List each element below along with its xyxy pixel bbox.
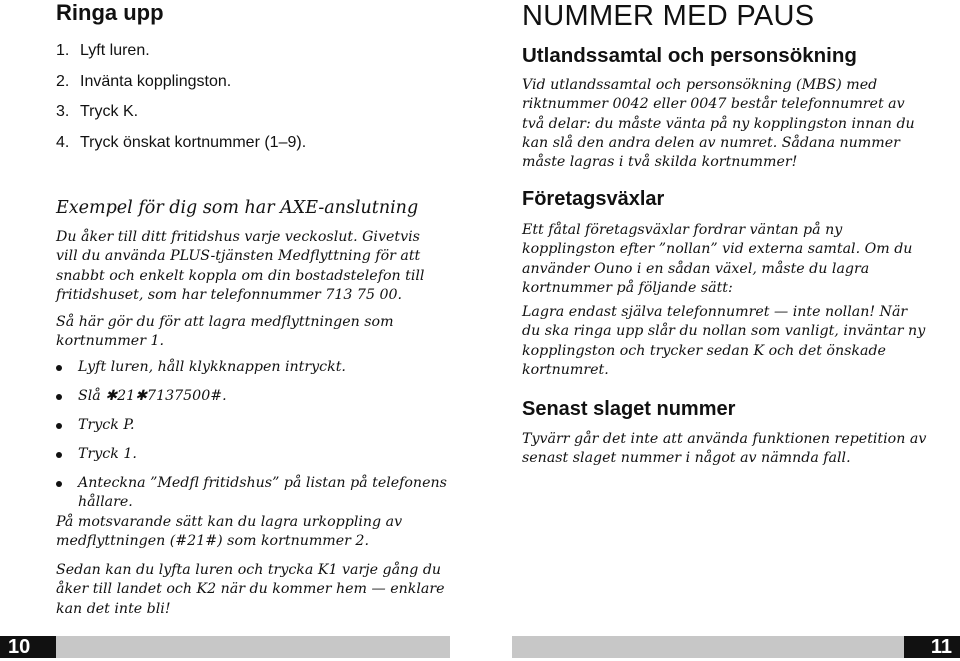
list-item (56, 474, 456, 513)
subheading-last-number: Senast slaget nummer (522, 398, 736, 420)
bullet-icon (56, 394, 62, 400)
list-item (56, 128, 306, 159)
bullet-text: Tryck P. (78, 416, 135, 433)
footer-bar-left (0, 636, 450, 658)
step-number: 1. (56, 42, 70, 59)
bullet-icon (56, 481, 62, 487)
step-number: 3. (56, 103, 70, 120)
bullet-text: Slå ✱21✱7137500#. (78, 387, 227, 404)
bullet-text: Anteckna ”Medfl fritidshus” på listan på telefonens hållare. (78, 474, 447, 510)
page-number-right: 11 (904, 636, 960, 658)
list-item (56, 358, 456, 377)
example-heading: Exempel för dig som har AXE-anslutning (56, 198, 419, 218)
list-item (56, 97, 306, 128)
subheading-pbx: Företagsväxlar (522, 188, 665, 210)
step-text: Tryck K. (80, 103, 139, 120)
pbx-paragraph-1: Ett fåtal företagsväxlar fordrar väntan på ny kopplingston efter ”nollan” vid externa samtal. Om du använder Ouno i en sådan växel, måste du lagra kortnummer på följande sätt: (522, 222, 913, 296)
list-item (56, 445, 456, 464)
bullet-text: Tryck 1. (78, 445, 137, 462)
step-text: Tryck önskat kortnummer (1–9). (80, 133, 307, 151)
list-item (56, 387, 456, 406)
subheading-international: Utlandssamtal och personsökning (522, 44, 857, 67)
section-heading-ringa-upp: Ringa upp (56, 0, 164, 25)
section-heading-nummer-med-paus: NUMMER MED PAUS (522, 0, 815, 32)
list-item (56, 67, 306, 98)
bullet-list (56, 358, 456, 522)
howto-paragraph: Så här gör du för att lagra medflyttningen som kortnummer 1. (56, 314, 394, 350)
usage-paragraph: Sedan kan du lyfta luren och trycka K1 varje gång du åker till landet och K2 när du kommer hem — enklare kan det inte bli! (56, 562, 445, 617)
bullet-icon (56, 452, 62, 458)
intro-paragraph: Du åker till ditt fritidshus varje veckoslut. Givetvis vill du använda PLUS-tjänsten Medflyttning för att snabbt och enkelt koppla om din bostadstelefon till fritidshuset, som har telefonnummer 713 75 00. (56, 229, 425, 303)
page-number-left: 10 (0, 636, 56, 658)
step-number: 2. (56, 72, 70, 90)
list-item (56, 416, 456, 435)
disconnect-paragraph: På motsvarande sätt kan du lagra urkoppling av medflyttningen (#21#) som kortnummer 2. (56, 514, 403, 550)
step-number: 4. (56, 133, 70, 151)
footer-bar-right (512, 636, 960, 658)
pbx-paragraph-2: Lagra endast själva telefonnumret — inte nollan! När du ska ringa upp slår du nollan som vanligt, inväntar ny kopplingston och trycker sedan K och det önskade kortnumret. (522, 304, 926, 378)
bullet-text: Lyft luren, håll klykknappen intryckt. (78, 359, 346, 375)
step-text: Invänta kopplingston. (80, 72, 232, 90)
step-text: Lyft luren. (80, 42, 150, 59)
list-item (56, 36, 306, 67)
bullet-icon (56, 423, 62, 429)
international-paragraph: Vid utlandssamtal och personsökning (MBS) med riktnummer 0042 eller 0047 består telefonnumret av två delar: du måste vänta på ny kopplingston innan du kan slå den andra delen av numret. Sådana nummer måste lagras i två skilda kortnummer! (522, 77, 915, 171)
bullet-icon (56, 365, 62, 371)
steps-list (56, 36, 306, 158)
last-number-paragraph: Tyvärr går det inte att använda funktionen repetition av senast slaget nummer i något av nämnda fall. (522, 431, 927, 467)
